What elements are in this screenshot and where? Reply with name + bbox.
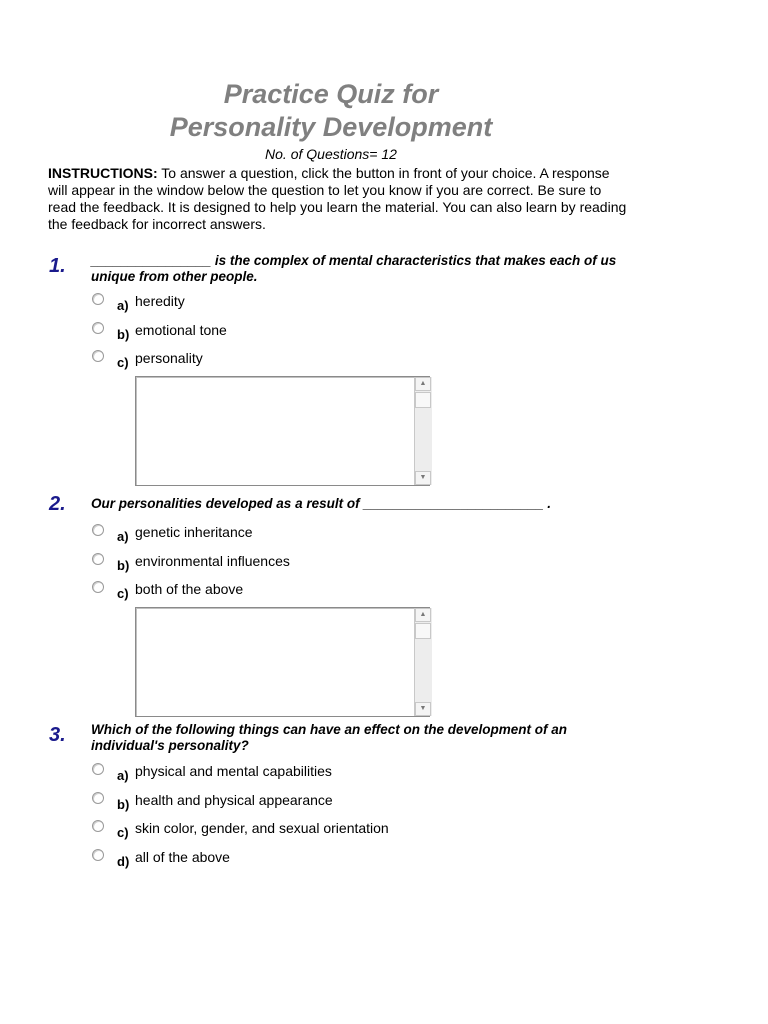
option-text: all of the above (135, 849, 230, 865)
radio-button[interactable] (92, 820, 104, 832)
option-text: emotional tone (135, 322, 227, 338)
radio-button[interactable] (92, 350, 104, 362)
question-1-text: ________________ is the complex of mental characteristics that makes each of us unique from other people. (91, 253, 617, 284)
option-letter: b) (117, 327, 130, 342)
option-text: personality (135, 350, 203, 366)
question-2-text: Our personalities developed as a result of ________________________ . (91, 496, 552, 511)
option-text: environmental influences (135, 553, 290, 569)
question-1-number: 1. (49, 255, 66, 277)
feedback-scrollbar[interactable] (414, 377, 432, 485)
option-text: physical and mental capabilities (135, 763, 332, 779)
scroll-down-arrow-icon[interactable]: ▼ (415, 471, 431, 485)
radio-button[interactable] (92, 553, 104, 565)
question-2-feedback-box[interactable] (135, 607, 430, 717)
option-letter: d) (117, 854, 130, 869)
question-3-text: Which of the following things can have an effect on the development of an individual's personality? (91, 722, 568, 753)
scroll-thumb[interactable] (415, 623, 431, 639)
radio-button[interactable] (92, 524, 104, 536)
radio-button[interactable] (92, 293, 104, 305)
instructions-text: To answer a question, click the button in front of your choice. A response will appear in the window below the question to let you know if you are correct. Be sure to read the feedback. It is designed to help you learn the material. You can also learn by reading the feedback for incorrect answers. (48, 165, 627, 232)
option-letter: a) (117, 768, 129, 783)
scroll-up-arrow-icon[interactable]: ▲ (415, 608, 431, 622)
scroll-up-arrow-icon[interactable]: ▲ (415, 377, 431, 391)
option-letter: b) (117, 558, 130, 573)
radio-button[interactable] (92, 792, 104, 804)
option-text: health and physical appearance (135, 792, 333, 808)
question-count: No. of Questions= 12 (265, 146, 397, 162)
radio-button[interactable] (92, 322, 104, 334)
quiz-title-line2: Personality Development (169, 112, 493, 142)
option-letter: a) (117, 529, 129, 544)
option-text: heredity (135, 293, 185, 309)
option-text: skin color, gender, and sexual orientation (135, 820, 389, 836)
quiz-title-line1: Practice Quiz for (223, 79, 439, 109)
radio-button[interactable] (92, 849, 104, 861)
radio-button[interactable] (92, 581, 104, 593)
instructions (48, 165, 628, 233)
question-1-feedback-box[interactable] (135, 376, 430, 486)
question-3-number: 3. (49, 724, 66, 746)
option-text: genetic inheritance (135, 524, 253, 540)
option-letter: b) (117, 797, 130, 812)
radio-button[interactable] (92, 763, 104, 775)
scroll-down-arrow-icon[interactable]: ▼ (415, 702, 431, 716)
scroll-thumb[interactable] (415, 392, 431, 408)
option-letter: c) (117, 355, 129, 370)
instructions-label: INSTRUCTIONS: (48, 165, 158, 181)
option-text: both of the above (135, 581, 244, 597)
option-letter: c) (117, 586, 129, 601)
question-2-number: 2. (49, 493, 66, 515)
option-letter: c) (117, 825, 129, 840)
option-letter: a) (117, 298, 129, 313)
feedback-scrollbar[interactable] (414, 608, 432, 716)
